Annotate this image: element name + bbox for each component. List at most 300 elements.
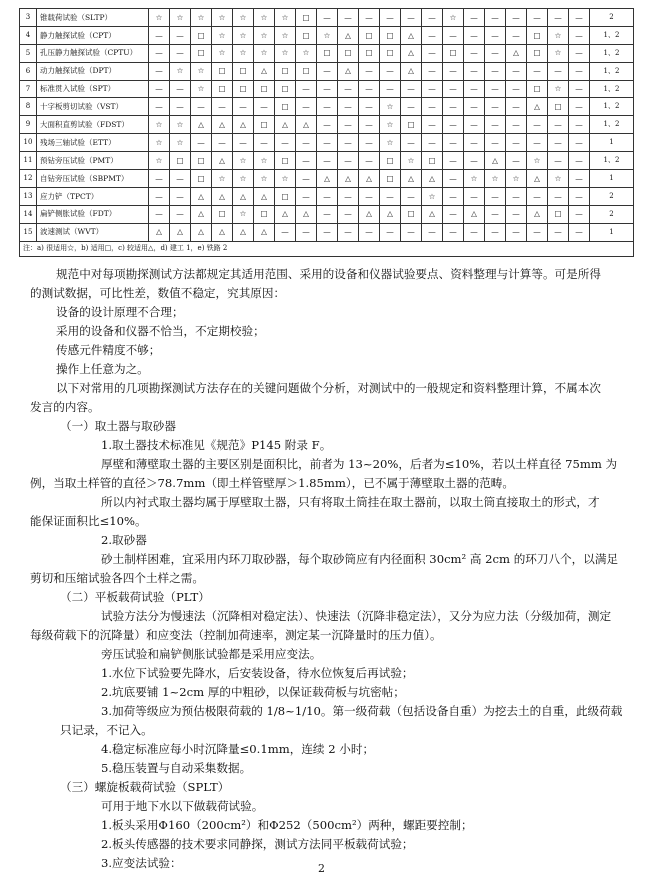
applicability-cell: △ <box>275 205 296 223</box>
applicability-cell: — <box>569 205 590 223</box>
table-row <box>20 44 634 62</box>
applicability-cell: — <box>548 223 569 241</box>
reference-cell: 1、2 <box>590 80 634 98</box>
text-line: 采用的设备和仪器不恰当，不定期校验； <box>56 324 265 338</box>
applicability-cell: — <box>506 26 527 44</box>
test-method-name: 波速测试（WVT） <box>37 223 149 241</box>
applicability-cell: — <box>233 134 254 152</box>
applicability-cell: — <box>296 187 317 205</box>
applicability-cell: ☆ <box>149 134 170 152</box>
text-line: 只记录，不记入。 <box>60 723 153 737</box>
test-method-name: 标准贯入试验（SPT） <box>37 80 149 98</box>
table-row <box>20 26 634 44</box>
reference-cell: 2 <box>590 205 634 223</box>
applicability-cell: — <box>317 80 338 98</box>
applicability-cell: — <box>170 187 191 205</box>
applicability-cell: — <box>170 170 191 188</box>
table-row <box>20 134 634 152</box>
applicability-cell: □ <box>380 44 401 62</box>
applicability-cell: — <box>191 98 212 116</box>
reference-cell: 1、2 <box>590 152 634 170</box>
applicability-cell: — <box>443 187 464 205</box>
applicability-cell: — <box>569 116 590 134</box>
applicability-cell: — <box>149 170 170 188</box>
applicability-cell: — <box>338 152 359 170</box>
applicability-cell: — <box>338 187 359 205</box>
text-line: 旁压试验和扁铲侧胀试验都是采用应变法。 <box>101 647 322 661</box>
applicability-cell: — <box>548 116 569 134</box>
text-line: 发言的内容。 <box>30 400 100 414</box>
applicability-cell: — <box>548 187 569 205</box>
row-number: 4 <box>20 26 37 44</box>
text-line: 设备的设计原理不合理； <box>56 305 184 319</box>
text-line: 2.坑底要铺 1~2cm 厚的中粗砂，以保证载荷板与坑密帖； <box>101 685 405 699</box>
applicability-cell: — <box>443 116 464 134</box>
applicability-cell: — <box>401 134 422 152</box>
applicability-cell: — <box>317 187 338 205</box>
page-number: 2 <box>318 862 325 875</box>
applicability-cell: — <box>380 9 401 27</box>
applicability-cell: — <box>380 62 401 80</box>
reference-cell: 1、2 <box>590 26 634 44</box>
applicability-cell: — <box>569 170 590 188</box>
applicability-cell: ☆ <box>191 9 212 27</box>
applicability-cell: — <box>569 223 590 241</box>
text-line: 3.加荷等级应为预估极限荷载的 1/8~1/10。第一级荷载（包括设备自重）为挖去土的自重，此级荷载 <box>101 704 623 718</box>
applicability-cell: ☆ <box>548 26 569 44</box>
applicability-cell: □ <box>275 62 296 80</box>
applicability-cell: ☆ <box>233 170 254 188</box>
applicability-cell: — <box>485 62 506 80</box>
applicability-cell: — <box>275 134 296 152</box>
applicability-cell: — <box>527 9 548 27</box>
table-row <box>20 187 634 205</box>
text-line: 以下对常用的几项勘探测试方法存在的关键问题做个分析，对测试中的一般规定和资料整理计算，不属本次 <box>56 381 601 395</box>
applicability-cell: ☆ <box>380 134 401 152</box>
applicability-cell: △ <box>212 116 233 134</box>
applicability-cell: ☆ <box>254 170 275 188</box>
text-line: 所以内衬式取土器均属于厚壁取土器，只有将取土筒挂在取土器前，以取土筒直接取土的形式，才 <box>101 495 600 509</box>
text-line: 剪切和压缩试验各四个土样之需。 <box>30 571 204 585</box>
applicability-cell: — <box>443 205 464 223</box>
applicability-cell: — <box>359 98 380 116</box>
applicability-cell: — <box>485 134 506 152</box>
applicability-cell: ☆ <box>380 98 401 116</box>
applicability-cell: △ <box>338 170 359 188</box>
applicability-cell: — <box>338 98 359 116</box>
applicability-cell: ☆ <box>464 170 485 188</box>
reference-cell: 1、2 <box>590 44 634 62</box>
applicability-cell: ☆ <box>212 170 233 188</box>
text-line: 例，当取土样管的直径＞78.7mm（即土样管壁厚＞1.85mm），已不属于薄壁取土器的范畴。 <box>30 476 514 490</box>
applicability-cell: — <box>254 98 275 116</box>
applicability-cell: — <box>359 9 380 27</box>
test-method-name: 动力触探试验（DPT） <box>37 62 149 80</box>
applicability-cell: — <box>464 187 485 205</box>
applicability-cell: — <box>149 205 170 223</box>
applicability-cell: □ <box>296 9 317 27</box>
applicability-cell: ☆ <box>254 9 275 27</box>
applicability-cell: ☆ <box>212 44 233 62</box>
applicability-cell: △ <box>527 205 548 223</box>
applicability-cell: △ <box>527 170 548 188</box>
applicability-cell: — <box>422 116 443 134</box>
reference-cell: 1 <box>590 134 634 152</box>
applicability-cell: □ <box>527 44 548 62</box>
applicability-cell: □ <box>212 205 233 223</box>
applicability-cell: △ <box>359 205 380 223</box>
applicability-cell: — <box>338 205 359 223</box>
applicability-cell: — <box>464 152 485 170</box>
applicability-cell: □ <box>422 152 443 170</box>
applicability-cell: — <box>359 80 380 98</box>
text-line: 砂土制样困难，宜采用内环刀取砂器，每个取砂筒应有内径面积 30cm² 高 2cm 的环刀八个，以满足 <box>101 552 619 566</box>
applicability-cell: □ <box>254 80 275 98</box>
applicability-cell: □ <box>275 187 296 205</box>
applicability-cell: — <box>464 9 485 27</box>
applicability-cell: □ <box>212 80 233 98</box>
applicability-cell: — <box>569 26 590 44</box>
applicability-cell: □ <box>338 44 359 62</box>
test-method-name: 锥载荷试验（SLTP） <box>37 9 149 27</box>
applicability-cell: □ <box>275 80 296 98</box>
applicability-cell: — <box>317 116 338 134</box>
applicability-cell: — <box>401 223 422 241</box>
applicability-cell: — <box>464 80 485 98</box>
applicability-cell: — <box>506 223 527 241</box>
applicability-cell: ☆ <box>422 187 443 205</box>
text-line: 1.板头采用Φ160（200cm²）和Φ252（500cm²）两种，螺距要控制； <box>101 818 473 832</box>
table-row <box>20 80 634 98</box>
row-number: 13 <box>20 187 37 205</box>
applicability-cell: △ <box>275 116 296 134</box>
applicability-cell: △ <box>485 152 506 170</box>
applicability-cell: △ <box>296 205 317 223</box>
applicability-cell: ☆ <box>254 26 275 44</box>
text-line: 每级荷载下的沉降量）和应变法（控制加荷速率，测定某一沉降量时的压力值）。 <box>30 628 442 642</box>
reference-cell: 1 <box>590 170 634 188</box>
applicability-cell: — <box>569 187 590 205</box>
applicability-cell: — <box>380 223 401 241</box>
test-method-name: 静力触探试验（CPT） <box>37 26 149 44</box>
applicability-cell: — <box>422 134 443 152</box>
applicability-cell: □ <box>380 152 401 170</box>
applicability-cell: □ <box>548 205 569 223</box>
text-line: （二）平板载荷试验（PLT） <box>60 590 210 604</box>
applicability-cell: □ <box>212 62 233 80</box>
applicability-cell: — <box>464 44 485 62</box>
applicability-cell: — <box>569 152 590 170</box>
applicability-cell: △ <box>338 26 359 44</box>
applicability-cell: ☆ <box>233 9 254 27</box>
applicability-cell: △ <box>401 170 422 188</box>
applicability-cell: — <box>359 62 380 80</box>
applicability-cell: — <box>296 134 317 152</box>
applicability-cell: — <box>485 116 506 134</box>
applicability-cell: □ <box>317 44 338 62</box>
applicability-cell: — <box>149 26 170 44</box>
text-line: 可用于地下水以下做载荷试验。 <box>101 799 264 813</box>
applicability-cell: — <box>296 223 317 241</box>
table-note-row <box>20 241 634 256</box>
applicability-cell: — <box>485 98 506 116</box>
applicability-cell: △ <box>191 223 212 241</box>
applicability-cell: — <box>422 26 443 44</box>
applicability-cell: — <box>401 98 422 116</box>
applicability-cell: ☆ <box>233 44 254 62</box>
applicability-cell: □ <box>191 26 212 44</box>
applicability-cell: — <box>569 134 590 152</box>
table-row <box>20 98 634 116</box>
applicability-cell: □ <box>401 116 422 134</box>
applicability-cell: △ <box>233 187 254 205</box>
applicability-cell: □ <box>296 62 317 80</box>
applicability-cell: — <box>548 9 569 27</box>
applicability-cell: — <box>233 98 254 116</box>
applicability-cell: ☆ <box>527 152 548 170</box>
applicability-cell: — <box>548 62 569 80</box>
applicability-cell: — <box>506 205 527 223</box>
applicability-cell: △ <box>401 44 422 62</box>
applicability-cell: △ <box>191 205 212 223</box>
applicability-cell: ☆ <box>548 80 569 98</box>
applicability-cell: ☆ <box>275 26 296 44</box>
applicability-cell: ☆ <box>254 44 275 62</box>
row-number: 12 <box>20 170 37 188</box>
applicability-cell: — <box>191 134 212 152</box>
applicability-cell: △ <box>464 205 485 223</box>
applicability-cell: — <box>296 152 317 170</box>
applicability-cell: — <box>170 26 191 44</box>
applicability-cell: — <box>401 9 422 27</box>
applicability-cell: ☆ <box>170 116 191 134</box>
text-line: 1.取土器技术标准见《规范》P145 附录 F。 <box>101 438 332 452</box>
applicability-cell: ☆ <box>233 152 254 170</box>
applicability-cell: □ <box>359 26 380 44</box>
applicability-cell: — <box>548 134 569 152</box>
applicability-table <box>19 8 634 257</box>
test-method-name: 大面积直剪试验（FDST） <box>37 116 149 134</box>
applicability-cell: □ <box>380 170 401 188</box>
applicability-cell: ☆ <box>443 9 464 27</box>
applicability-cell: □ <box>275 98 296 116</box>
applicability-cell: △ <box>422 205 443 223</box>
applicability-cell: — <box>317 62 338 80</box>
applicability-cell: — <box>338 116 359 134</box>
applicability-cell: — <box>359 116 380 134</box>
applicability-cell: — <box>170 44 191 62</box>
applicability-cell: ☆ <box>149 9 170 27</box>
applicability-cell: ☆ <box>401 152 422 170</box>
row-number: 5 <box>20 44 37 62</box>
applicability-cell: △ <box>338 62 359 80</box>
applicability-cell: □ <box>443 44 464 62</box>
applicability-cell: □ <box>527 80 548 98</box>
applicability-cell: — <box>422 223 443 241</box>
applicability-cell: □ <box>401 205 422 223</box>
applicability-cell: ☆ <box>149 116 170 134</box>
applicability-cell: — <box>569 80 590 98</box>
applicability-cell: — <box>506 62 527 80</box>
applicability-cell: — <box>527 62 548 80</box>
applicability-cell: — <box>506 80 527 98</box>
table-row <box>20 9 634 27</box>
applicability-cell: □ <box>380 26 401 44</box>
test-method-name: 孔压静力触探试验（CPTU） <box>37 44 149 62</box>
reference-cell: 1、2 <box>590 62 634 80</box>
test-method-name: 应力铲（TPCT） <box>37 187 149 205</box>
applicability-cell: ☆ <box>149 152 170 170</box>
text-line: 能保证面积比≤10%。 <box>30 514 147 528</box>
applicability-cell: — <box>527 187 548 205</box>
row-number: 11 <box>20 152 37 170</box>
applicability-cell: — <box>485 187 506 205</box>
applicability-cell: — <box>296 80 317 98</box>
text-line: 3.应变法试验： <box>101 856 182 870</box>
test-method-name: 十字板剪切试验（VST） <box>37 98 149 116</box>
applicability-cell: — <box>275 223 296 241</box>
table-row <box>20 223 634 241</box>
text-line: （三）螺旋板载荷试验（SPLT） <box>60 780 230 794</box>
applicability-cell: — <box>317 9 338 27</box>
applicability-cell: ☆ <box>212 26 233 44</box>
applicability-cell: △ <box>170 223 191 241</box>
applicability-cell: — <box>464 26 485 44</box>
applicability-cell: □ <box>191 170 212 188</box>
applicability-cell: △ <box>317 170 338 188</box>
applicability-cell: □ <box>191 152 212 170</box>
table-row <box>20 170 634 188</box>
applicability-cell: — <box>464 134 485 152</box>
applicability-cell: — <box>422 80 443 98</box>
table-row <box>20 62 634 80</box>
applicability-cell: — <box>485 205 506 223</box>
reference-cell: 1、2 <box>590 116 634 134</box>
applicability-cell: △ <box>212 223 233 241</box>
applicability-cell: △ <box>401 26 422 44</box>
applicability-cell: — <box>380 80 401 98</box>
reference-cell: 1、2 <box>590 98 634 116</box>
applicability-cell: — <box>569 9 590 27</box>
applicability-cell: ☆ <box>275 9 296 27</box>
applicability-cell: ☆ <box>548 170 569 188</box>
text-line: （一）取土器与取砂器 <box>60 419 176 433</box>
applicability-cell: △ <box>212 152 233 170</box>
applicability-cell: — <box>359 152 380 170</box>
applicability-cell: △ <box>212 187 233 205</box>
applicability-cell: — <box>170 80 191 98</box>
applicability-cell: — <box>485 44 506 62</box>
applicability-cell: ☆ <box>191 80 212 98</box>
applicability-cell: □ <box>359 44 380 62</box>
applicability-cell: — <box>527 116 548 134</box>
test-method-name: 残场三轴试验（ETT） <box>37 134 149 152</box>
applicability-cell: — <box>317 98 338 116</box>
applicability-cell: — <box>401 187 422 205</box>
applicability-cell: — <box>506 98 527 116</box>
applicability-cell: — <box>506 187 527 205</box>
applicability-cell: — <box>359 223 380 241</box>
applicability-cell: — <box>443 223 464 241</box>
row-number: 8 <box>20 98 37 116</box>
applicability-cell: — <box>422 9 443 27</box>
text-line: 厚壁和薄壁取土器的主要区别是面积比，前者为 13~20%，后者为≤10%，若以土样直径 75mm 为 <box>101 457 618 471</box>
applicability-cell: — <box>506 152 527 170</box>
applicability-cell: — <box>338 80 359 98</box>
test-method-name: 自钻旁压试验（SBPMT） <box>37 170 149 188</box>
applicability-cell: ☆ <box>170 62 191 80</box>
applicability-cell: — <box>422 62 443 80</box>
applicability-cell: — <box>443 134 464 152</box>
test-method-name: 扁铲侧胀试验（FDT） <box>37 205 149 223</box>
applicability-cell: — <box>149 44 170 62</box>
applicability-cell: □ <box>233 62 254 80</box>
applicability-cell: — <box>212 98 233 116</box>
applicability-cell: △ <box>149 223 170 241</box>
applicability-cell: — <box>506 134 527 152</box>
applicability-cell: — <box>149 62 170 80</box>
row-number: 7 <box>20 80 37 98</box>
applicability-cell: □ <box>548 98 569 116</box>
applicability-cell: — <box>317 152 338 170</box>
applicability-cell: ☆ <box>233 205 254 223</box>
text-line: 传感元件精度不够； <box>56 343 161 357</box>
applicability-cell: — <box>464 62 485 80</box>
applicability-cell: ☆ <box>275 170 296 188</box>
applicability-cell: ☆ <box>380 116 401 134</box>
text-line: 2.板头传感器的技术要求同静探，测试方法同平板载荷试验； <box>101 837 414 851</box>
applicability-cell: ☆ <box>212 9 233 27</box>
applicability-cell: — <box>548 152 569 170</box>
applicability-cell: — <box>317 223 338 241</box>
applicability-cell: ☆ <box>296 44 317 62</box>
applicability-cell: — <box>317 134 338 152</box>
applicability-cell: — <box>485 223 506 241</box>
text-line: 2.取砂器 <box>101 533 147 547</box>
applicability-cell: — <box>443 98 464 116</box>
applicability-cell: △ <box>506 44 527 62</box>
applicability-cell: — <box>359 134 380 152</box>
applicability-cell: — <box>443 170 464 188</box>
applicability-cell: ☆ <box>170 9 191 27</box>
applicability-cell: — <box>506 116 527 134</box>
applicability-cell: — <box>422 44 443 62</box>
text-line: 4.稳定标准应每小时沉降量≤0.1mm，连续 2 小时； <box>101 742 375 756</box>
applicability-cell: — <box>443 62 464 80</box>
applicability-cell: □ <box>254 116 275 134</box>
applicability-cell: △ <box>422 170 443 188</box>
applicability-cell: — <box>443 152 464 170</box>
applicability-cell: — <box>506 9 527 27</box>
applicability-cell: — <box>401 80 422 98</box>
reference-cell: 1 <box>590 223 634 241</box>
table-row <box>20 152 634 170</box>
applicability-cell: △ <box>191 116 212 134</box>
applicability-cell: — <box>149 98 170 116</box>
applicability-cell: — <box>464 116 485 134</box>
applicability-cell: — <box>317 205 338 223</box>
applicability-cell: □ <box>527 26 548 44</box>
applicability-cell: — <box>464 98 485 116</box>
applicability-cell: — <box>254 134 275 152</box>
applicability-cell: — <box>170 205 191 223</box>
test-method-name: 预钻旁压试验（PMT） <box>37 152 149 170</box>
applicability-cell: □ <box>170 152 191 170</box>
applicability-cell: — <box>443 26 464 44</box>
applicability-cell: — <box>296 170 317 188</box>
applicability-cell: ☆ <box>233 26 254 44</box>
applicability-cell: — <box>527 134 548 152</box>
